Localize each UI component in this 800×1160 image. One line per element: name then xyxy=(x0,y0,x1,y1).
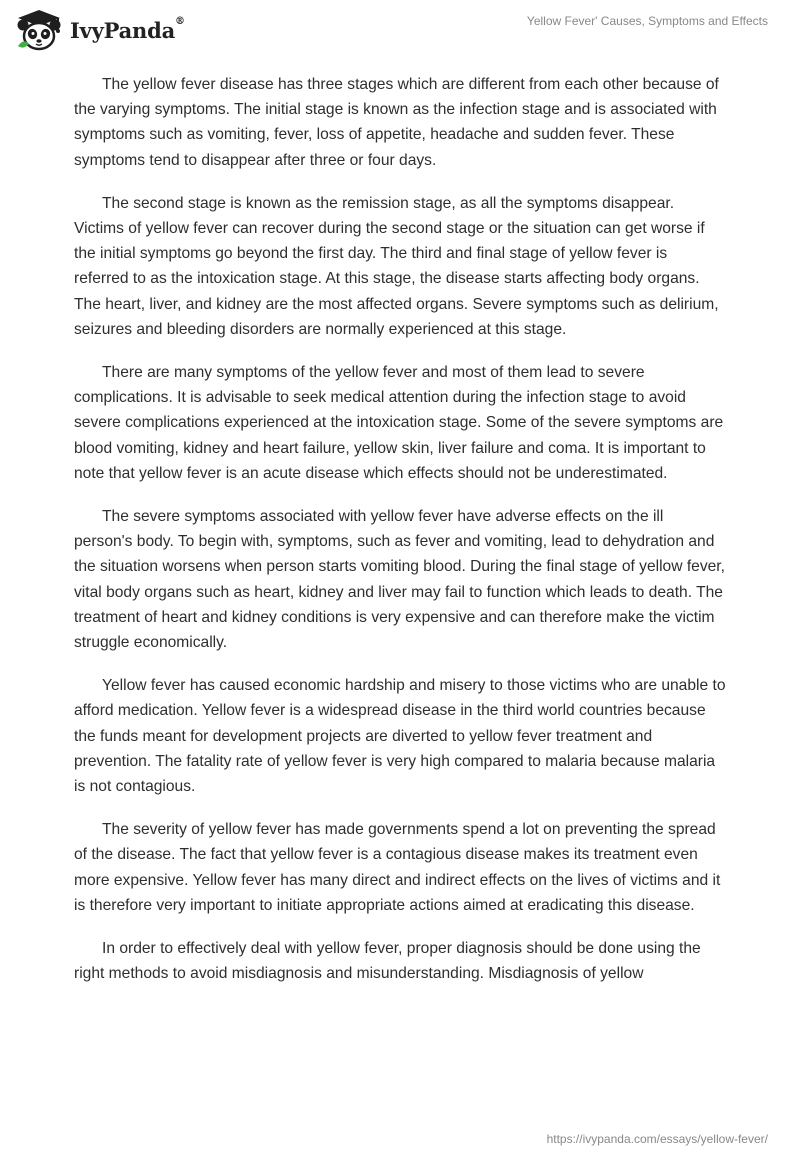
paragraph: Yellow fever has caused economic hardship and misery to those victims who are unable to afford medication. Yellow fever is a widespread disease in the third world countries because the funds meant for development projects are diverted to yellow fever treatment and prevention. The fatality rate of yellow fever is very high compared to malaria because malaria is not contagious. xyxy=(74,677,726,796)
brand-name: IvyPanda® xyxy=(70,15,185,43)
panda-logo-icon xyxy=(14,8,64,52)
paragraph: The severe symptoms associated with yellow fever have adverse effects on the ill person's body. To begin with, symptoms, such as fever and vomiting, lead to dehydration and the situation worsens when person starts vomiting blood. During the final stage of yellow fever, vital body organs such as heart, kidney and liver may fail to function which leads to death. The treatment of heart and kidney conditions is very expensive and can therefore make the victim struggle economically. xyxy=(74,508,725,652)
brand-logo[interactable] xyxy=(14,10,185,50)
document-title: Yellow Fever' Causes, Symptoms and Effects xyxy=(526,14,768,28)
paragraph: The yellow fever disease has three stages which are different from each other because of the varying symptoms. The initial stage is known as the infection stage and is associated with symptoms such as vomiting, fever, loss of appetite, headache and sudden fever. These symptoms tend to disappear after three or four days. xyxy=(74,76,719,169)
page-header xyxy=(0,0,800,60)
paragraph: There are many symptoms of the yellow fever and most of them lead to severe complications. It is advisable to seek medical attention during the infection stage to avoid severe complications experienced at the intoxication stage. Some of the severe symptoms are blood vomiting, kidney and heart failure, yellow skin, liver failure and coma. It is important to note that yellow fever is an acute disease which effects should not be underestimated. xyxy=(74,364,724,482)
paragraph: The second stage is known as the remission stage, as all the symptoms disappear. Victims of yellow fever can recover during the second stage or the situation can get worse if the initial symptoms go beyond the first day. The third and final stage of yellow fever is referred to as the intoxication stage. At this stage, the disease starts affecting body organs. The heart, liver, and kidney are the most affected organs. Severe symptoms such as delirium, seizures and bleeding disorders are normally experienced at this stage. xyxy=(74,194,719,338)
source-url-link[interactable]: https://ivypanda.com/essays/yellow-fever/ xyxy=(546,1132,768,1146)
essay-body xyxy=(74,72,726,1005)
paragraph: In order to effectively deal with yellow fever, proper diagnosis should be done using the right methods to avoid misdiagnosis and misunderstanding. Misdiagnosis of yellow xyxy=(74,940,701,983)
paragraph: The severity of yellow fever has made governments spend a lot on preventing the spread of the disease. The fact that yellow fever is a contagious disease makes its treatment even more expensive. Yellow fever has many direct and indirect effects on the lives of victims and it is therefore very important to initiate appropriate actions aimed at eradicating this disease. xyxy=(74,821,721,914)
